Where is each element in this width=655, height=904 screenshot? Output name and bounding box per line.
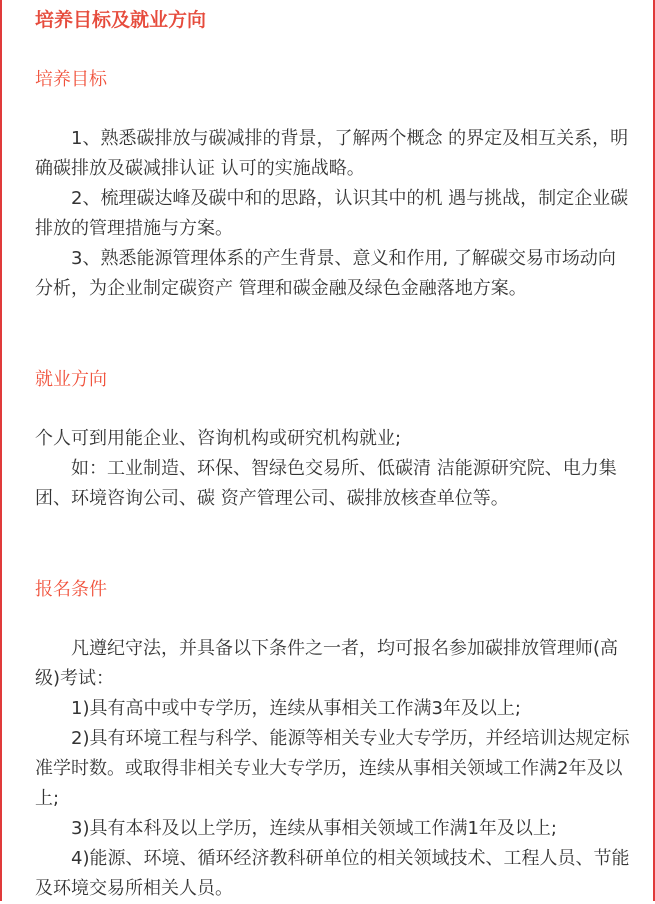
goals-paragraph-2: 2、梳理碳达峰及碳中和的思路，认识其中的机 遇与挑战，制定企业碳排放的管理措施与方案。 bbox=[35, 188, 629, 239]
goals-paragraph-3: 3、熟悉能源管理体系的产生背景、意义和作用, 了解碳交易市场动向分析，为企业制定碳资产 管理和碳金融及绿色金融落地方案。 bbox=[35, 248, 616, 299]
page-title: 培养目标及就业方向 bbox=[35, 9, 207, 31]
requirements-paragraph-5: 4)能源、环境、循环经济教科研单位的相关领域技术、工程人员、节能及环境交易所相关人员。 bbox=[35, 848, 630, 899]
requirements-paragraph-1: 凡遵纪守法，并具备以下条件之一者，均可报名参加碳排放管理师(高级)考试： bbox=[35, 638, 619, 689]
employment-paragraph-1: 个人可到用能企业、咨询机构或研究机构就业; bbox=[35, 428, 402, 449]
goals-paragraph-1: 1、熟悉碳排放与碳减排的背景，了解两个概念 的界定及相互关系，明确碳排放及碳减排认证 认可的实施战略。 bbox=[35, 128, 629, 179]
requirements-paragraph-3: 2)具有环境工程与科学、能源等相关专业大专学历，并经培训达规定标准学时数。或取得非相关专业大专学历，连续从事相关领域工作满2年及以上; bbox=[35, 728, 630, 809]
section-title-requirements: 报名条件 bbox=[35, 579, 107, 600]
requirements-paragraph-2: 1)具有高中或中专学历，连续从事相关工作满3年及以上; bbox=[71, 698, 521, 719]
section-title-goals: 培养目标 bbox=[35, 69, 107, 90]
employment-paragraph-2: 如：工业制造、环保、智绿色交易所、低碳清 洁能源研究院、电力集团、环境咨询公司、碳 资产管理公司、碳排放核查单位等。 bbox=[35, 458, 617, 509]
section-title-employment: 就业方向 bbox=[35, 369, 107, 390]
requirements-paragraph-4: 3)具有本科及以上学历，连续从事相关领域工作满1年及以上; bbox=[71, 818, 557, 839]
